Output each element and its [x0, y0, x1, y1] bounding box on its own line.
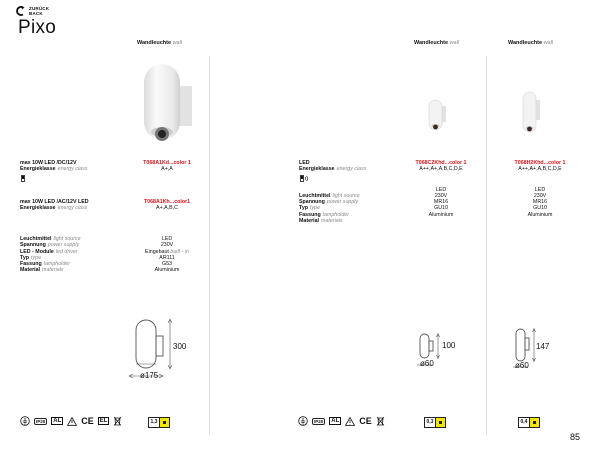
switch-icon [21, 175, 30, 182]
dimension-diameter: ø60 [420, 359, 434, 368]
dimension-diameter: ø175 [140, 371, 159, 380]
warning-icon [67, 417, 77, 426]
dimension-height: 100 [442, 341, 456, 350]
column-heading: Wandleuchte wall [414, 40, 460, 46]
dimension-height: 147 [536, 342, 550, 351]
column-heading: Wandleuchte wall [508, 40, 554, 46]
spec-labels: LED Energieklasse energy class Leuchtmittel light source Spannung power supply Typ type Fassung lampholder Material materials [299, 160, 367, 225]
column-divider [486, 56, 487, 434]
article-code[interactable]: T068C2Khd...color 1 [415, 160, 467, 166]
dimension-height: 300 [173, 342, 187, 351]
variant-values: T068A1Kd...color 1 A+,A [127, 160, 207, 173]
article-code[interactable]: T068A1Kh...color1 [143, 199, 191, 205]
eac-mark-icon: EL [99, 418, 108, 424]
ce-mark-icon: CE [81, 416, 94, 426]
variant-table-2: max 10W LED /AC/12V LED Energieklasse energy class [20, 199, 89, 212]
energy-ratio-badge: 0,3 [424, 417, 446, 428]
weee-bin-icon [113, 416, 122, 426]
spec-labels: Leuchtmittel light source Spannung power supply LED - Module led driver Typ type Fassung lampholder Material materials [20, 236, 81, 274]
spec-values: T068C2Khd...color 1 A++,A+,A,B,C,D,E LED 230V MR16 GU10 Aluminium [398, 160, 484, 218]
cert-row [298, 416, 385, 426]
spec-values: LED 230V Eingebaut built - in AR111 G53 Aluminium [145, 236, 189, 274]
back-label-en: BACK [29, 11, 43, 16]
ip-rating-icon: IP20 [36, 418, 46, 424]
spec-values: T068H2Khd...color 1 A++,A+,A,B,C,D,E LED 230V MR16 GU10 Aluminium [492, 160, 588, 218]
ground-class-icon [298, 416, 308, 426]
switch-icon [300, 175, 309, 182]
variant-table: max 10W LED /DC/12V Energieklasse energy class [20, 160, 87, 184]
ce-mark-icon: CE [359, 416, 372, 426]
al-icon: AL [53, 418, 62, 424]
al-icon: AL [331, 418, 340, 424]
page-title: Pixo [18, 17, 57, 38]
cert-row [20, 416, 122, 426]
energy-ratio-badge: 1,3 [148, 417, 170, 428]
back-arrow-icon [16, 6, 26, 16]
article-code[interactable]: T068H2Khd...color 1 [514, 160, 566, 166]
article-code[interactable]: T068A1Kd...color 1 [143, 160, 191, 166]
ip-rating-icon: IP20 [314, 418, 324, 424]
variant-values-2: T068A1Kh...color1 A+,A,B,C [127, 199, 207, 212]
warning-icon [345, 417, 355, 426]
dimension-diameter: ø60 [515, 361, 529, 370]
ground-class-icon [20, 416, 30, 426]
back-label-de: ZURÜCK [29, 6, 50, 11]
page-number: 85 [569, 432, 580, 442]
product-image [138, 58, 200, 146]
product-image [520, 90, 542, 134]
product-image [426, 98, 448, 132]
column-heading: Wandleuchte wall [137, 40, 183, 46]
weee-bin-icon [376, 416, 385, 426]
energy-ratio-badge: 0,4 [518, 417, 540, 428]
back-link[interactable] [16, 6, 49, 16]
